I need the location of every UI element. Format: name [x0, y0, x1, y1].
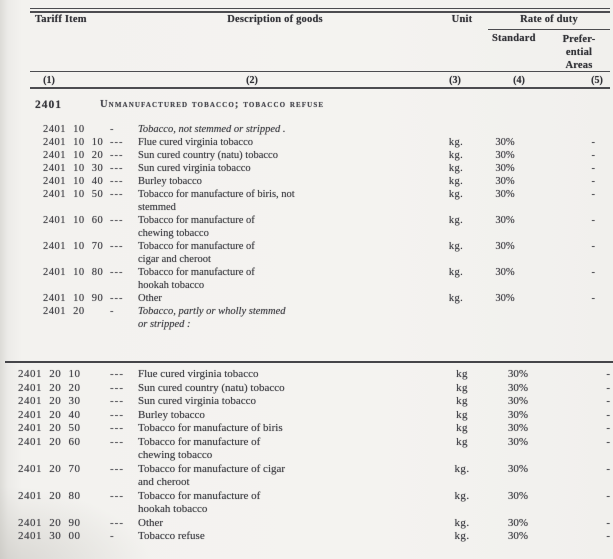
col-header-standard: Standard — [492, 33, 536, 44]
hierarchy-dash: --- — [110, 267, 124, 278]
unit-value: kg — [456, 395, 468, 407]
hierarchy-dash: --- — [110, 489, 124, 502]
unit-value: kg. — [454, 530, 470, 542]
description-line: Tobacco, partly or wholly stemmed — [138, 306, 286, 317]
hierarchy-dash: --- — [110, 381, 124, 394]
table-row — [0, 175, 613, 188]
preferential-rate-value: - — [606, 422, 610, 434]
hierarchy-dash: --- — [110, 189, 124, 200]
hierarchy-dash: --- — [110, 462, 124, 475]
table-row — [0, 305, 613, 331]
hierarchy-dash: - — [110, 306, 115, 317]
standard-rate-value: 30% — [495, 241, 515, 252]
table-row — [0, 368, 613, 382]
preferential-rate-value: - — [591, 163, 595, 174]
preferential-rate-value: - — [606, 530, 610, 542]
goods-description — [138, 305, 436, 331]
preferential-rate-value: - — [591, 176, 595, 187]
tariff-rows-section-1 — [0, 123, 613, 331]
tariff-item-code: 2401 10 40 — [43, 176, 104, 187]
table-row — [0, 395, 613, 409]
tariff-item-code: 2401 10 — [43, 124, 85, 135]
table-row — [0, 382, 613, 396]
hierarchy-dash: --- — [110, 422, 124, 434]
tariff-item-code: 2401 10 80 — [43, 267, 104, 278]
table-row — [0, 136, 613, 149]
preferential-rate-value: - — [591, 293, 595, 304]
tariff-item-code: 2401 10 90 — [43, 293, 104, 304]
tariff-item-code: 2401 20 70 — [18, 462, 81, 475]
preferential-rate-value: - — [606, 489, 610, 502]
goods-description — [138, 123, 436, 136]
description-line: stemmed — [138, 202, 176, 213]
goods-description — [138, 382, 436, 396]
tariff-item-code: 2401 20 40 — [18, 408, 81, 421]
tariff-item-code: 2401 20 — [43, 306, 85, 317]
unit-value: kg. — [448, 176, 464, 187]
unit-value: kg. — [448, 163, 464, 174]
preferential-rate-value: - — [591, 267, 595, 278]
standard-rate-value: 30% — [507, 516, 529, 529]
tariff-item-code: 2401 20 30 — [18, 395, 81, 407]
description-line: Tobacco for manufacture of — [138, 489, 261, 502]
unit-value: kg. — [448, 215, 464, 226]
standard-rate-value: 30% — [507, 462, 529, 475]
description-line: Tobacco for manufacture of — [138, 241, 255, 252]
col-header-rate-of-duty: Rate of duty — [520, 14, 578, 25]
goods-description — [138, 240, 436, 266]
goods-description — [138, 530, 436, 544]
col-index-5: (5) — [591, 75, 603, 86]
table-row — [0, 490, 613, 517]
preferential-rate-value: - — [606, 381, 610, 394]
hierarchy-dash: - — [110, 124, 115, 135]
goods-description — [138, 292, 436, 305]
tariff-item-code: 2401 20 60 — [18, 435, 81, 448]
goods-description — [138, 149, 436, 162]
description-line: chewing tobacco — [138, 449, 213, 461]
description-line: Tobacco, not stemmed or stripped . — [138, 124, 286, 135]
description-line: Tobacco for manufacture of — [138, 215, 255, 226]
tariff-item-code: 2401 10 20 — [43, 150, 104, 161]
preferential-rate-value: - — [591, 150, 595, 161]
tariff-item-code: 2401 20 10 — [18, 368, 81, 380]
tariff-item-code: 2401 10 70 — [43, 241, 104, 252]
preferential-rate-value: - — [606, 395, 610, 407]
description-line: hookah tobacco — [138, 503, 208, 515]
description-line: Tobacco for manufacture of — [138, 267, 255, 278]
standard-rate-value: 30% — [495, 137, 515, 148]
goods-description — [138, 517, 436, 531]
section-divider-rule — [5, 361, 613, 363]
unit-value: kg. — [448, 267, 464, 278]
hierarchy-dash: --- — [110, 137, 124, 148]
preferential-rate-value: - — [591, 215, 595, 226]
standard-rate-value: 30% — [495, 150, 515, 161]
preferential-rate-value: - — [606, 435, 610, 448]
table-row — [0, 214, 613, 240]
standard-rate-value: 30% — [507, 368, 529, 380]
table-row — [0, 162, 613, 175]
goods-description — [138, 368, 436, 382]
description-line: Sun cured country (natu) tobacco — [138, 381, 285, 394]
tariff-item-code: 2401 10 50 — [43, 189, 104, 200]
tariff-item-code: 2401 20 80 — [18, 489, 81, 502]
description-line: Tobacco for manufacture of biris — [138, 422, 283, 434]
standard-rate-value: 30% — [507, 530, 529, 542]
header-top-rule-inner — [30, 11, 610, 13]
table-row — [0, 292, 613, 305]
unit-value: kg. — [454, 516, 470, 529]
description-line: Burley tobacco — [138, 408, 205, 421]
table-row — [0, 422, 613, 436]
goods-description — [138, 175, 436, 188]
goods-description — [138, 490, 436, 517]
index-row-bottom-rule — [30, 87, 610, 89]
col-header-unit: Unit — [451, 14, 473, 25]
table-row — [0, 530, 613, 544]
standard-rate-value: 30% — [495, 267, 515, 278]
description-line: Tobacco for manufacture of cigar — [138, 462, 286, 475]
description-line: Tobacco for manufacture of — [138, 435, 261, 448]
unit-value: kg — [456, 368, 468, 380]
unit-value: kg. — [448, 189, 464, 200]
hierarchy-dash: --- — [110, 163, 124, 174]
tariff-item-code: 2401 20 20 — [18, 381, 81, 394]
unit-value: kg. — [454, 489, 470, 502]
tariff-item-code: 2401 20 90 — [18, 516, 81, 529]
unit-value: kg — [456, 381, 468, 394]
hierarchy-dash: --- — [110, 368, 124, 380]
standard-rate-value: 30% — [507, 489, 529, 502]
description-line: Tobacco refuse — [138, 530, 205, 542]
preferential-rate-value: - — [606, 462, 610, 475]
unit-value: kg. — [454, 462, 470, 475]
col-header-preferential-areas — [556, 33, 602, 72]
standard-rate-value: 30% — [495, 163, 515, 174]
hierarchy-dash: --- — [110, 215, 124, 226]
col-index-3: (3) — [449, 75, 461, 86]
standard-rate-value: 30% — [507, 422, 529, 434]
index-row-top-rule — [30, 71, 610, 72]
goods-description — [138, 463, 436, 490]
table-row — [0, 266, 613, 292]
goods-description — [138, 395, 436, 409]
preferential-rate-value: - — [591, 241, 595, 252]
hierarchy-dash: --- — [110, 293, 124, 304]
description-line: chewing tobacco — [138, 228, 209, 239]
unit-value: kg. — [448, 241, 464, 252]
standard-rate-value: 30% — [507, 381, 529, 394]
goods-description — [138, 188, 436, 214]
tariff-rows-section-2 — [0, 368, 613, 544]
col-header-description: Description of goods — [227, 14, 323, 25]
tariff-item-code: 2401 10 60 — [43, 215, 104, 226]
preferential-rate-value: - — [606, 516, 610, 529]
hierarchy-dash: --- — [110, 150, 124, 161]
standard-rate-value: 30% — [507, 395, 529, 407]
description-line: or stripped : — [138, 319, 191, 330]
heading-title: Unmanufactured tobacco; tobacco refuse — [100, 99, 325, 110]
description-line: Burley tobacco — [138, 176, 202, 187]
standard-rate-value: 30% — [495, 293, 515, 304]
unit-value: kg — [456, 435, 468, 448]
unit-value: kg. — [448, 150, 464, 161]
goods-description — [138, 409, 436, 423]
pref-line-3: Areas — [565, 60, 593, 71]
preferential-rate-value: - — [606, 368, 610, 380]
preferential-rate-value: - — [591, 189, 595, 200]
standard-rate-value: 30% — [495, 189, 515, 200]
goods-description — [138, 436, 436, 463]
standard-rate-value: 30% — [495, 176, 515, 187]
table-row — [0, 240, 613, 266]
pref-line-2: ential — [565, 47, 593, 58]
description-line: Other — [138, 293, 162, 304]
table-row — [0, 409, 613, 423]
hierarchy-dash: --- — [110, 176, 124, 187]
hierarchy-dash: - — [110, 530, 115, 542]
description-line: Other — [138, 516, 164, 529]
preferential-rate-value: - — [606, 408, 610, 421]
unit-value: kg — [456, 408, 468, 421]
heading-code: 2401 — [35, 99, 62, 111]
description-line: Flue cured virginia tobacco — [138, 137, 253, 148]
standard-rate-value: 30% — [507, 435, 529, 448]
description-line: Sun cured virginia tobacco — [138, 163, 251, 174]
goods-description — [138, 162, 436, 175]
standard-rate-value: 30% — [507, 408, 529, 421]
description-line: Flue cured virginia tobacco — [138, 368, 259, 380]
table-row — [0, 517, 613, 531]
table-row — [0, 188, 613, 214]
preferential-rate-value: - — [591, 137, 595, 148]
tariff-item-code: 2401 10 30 — [43, 163, 104, 174]
hierarchy-dash: --- — [110, 435, 124, 448]
goods-description — [138, 136, 436, 149]
description-line: cigar and cheroot — [138, 254, 211, 265]
table-row — [0, 436, 613, 463]
description-line: hookah tobacco — [138, 280, 205, 291]
col-header-tariff-item: Tariff Item — [35, 14, 87, 25]
col-index-2: (2) — [246, 75, 258, 86]
table-row — [0, 123, 613, 136]
unit-value: kg — [456, 422, 468, 434]
col-index-4: (4) — [513, 75, 525, 86]
pref-line-1: Prefer- — [562, 34, 596, 45]
goods-description — [138, 422, 436, 436]
standard-rate-value: 30% — [495, 215, 515, 226]
header-top-rule-outer — [30, 8, 610, 9]
tariff-item-code: 2401 10 10 — [43, 137, 104, 148]
rate-of-duty-underline — [488, 29, 610, 30]
tariff-item-code: 2401 30 00 — [18, 530, 81, 542]
table-row — [0, 149, 613, 162]
heading-row — [0, 99, 613, 111]
hierarchy-dash: --- — [110, 241, 124, 252]
table-row — [0, 463, 613, 490]
col-index-1: (1) — [43, 75, 55, 86]
hierarchy-dash: --- — [110, 395, 124, 407]
description-line: and cheroot — [138, 476, 190, 488]
unit-value: kg. — [448, 137, 464, 148]
unit-value: kg. — [448, 293, 464, 304]
tariff-item-code: 2401 20 50 — [18, 422, 81, 434]
hierarchy-dash: --- — [110, 516, 124, 529]
goods-description — [138, 214, 436, 240]
description-line: Sun cured virginia tobacco — [138, 395, 257, 407]
description-line: Sun cured country (natu) tobacco — [138, 150, 278, 161]
goods-description — [138, 266, 436, 292]
hierarchy-dash: --- — [110, 408, 124, 421]
description-line: Tobacco for manufacture of biris, not — [138, 189, 295, 200]
